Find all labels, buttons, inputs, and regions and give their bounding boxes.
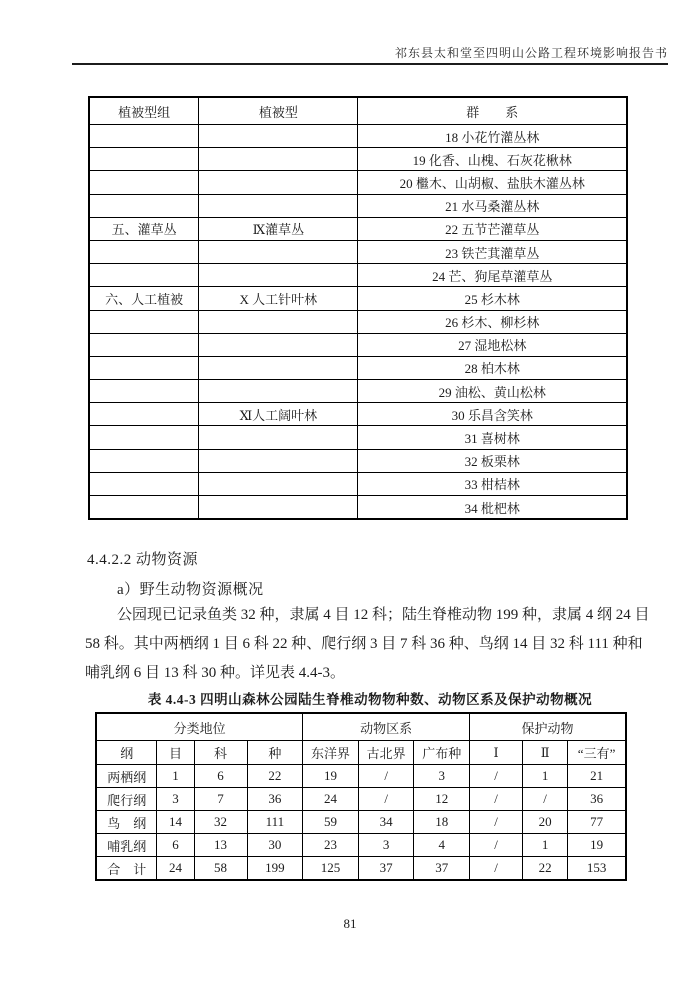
table-cell (89, 496, 199, 520)
group-column-header: 动物区系 (303, 713, 470, 741)
column-header: 古北界 (358, 741, 414, 765)
table-row (96, 765, 626, 788)
table-cell: 30 乐昌含笑林 (358, 403, 627, 426)
table-cell: 25 杉木林 (358, 287, 627, 310)
header-rule (72, 63, 668, 65)
table-row (89, 125, 627, 148)
table-cell: 24 (157, 857, 194, 881)
table-cell: 199 (247, 857, 303, 881)
table-cell: 爬行纲 (96, 788, 157, 811)
table-cell: 1 (523, 765, 568, 788)
table-row (89, 449, 627, 472)
table-cell: 合 计 (96, 857, 157, 881)
table-cell: 21 (568, 765, 626, 788)
table-cell: 28 柏木林 (358, 356, 627, 379)
table-cell (89, 240, 199, 263)
column-header: 种 (247, 741, 303, 765)
table-cell: Ⅺ人工阔叶林 (199, 403, 358, 426)
table-cell (199, 240, 358, 263)
column-header: 广布种 (414, 741, 470, 765)
table-cell (199, 496, 358, 520)
page-number: 81 (343, 916, 357, 931)
table-cell: 20 (523, 811, 568, 834)
table-cell: 14 (157, 811, 194, 834)
table-cell (199, 264, 358, 287)
table-cell: 34 (358, 811, 414, 834)
table-cell (199, 449, 358, 472)
table-cell (199, 426, 358, 449)
table-cell: 1 (523, 834, 568, 857)
table-cell: 22 (523, 857, 568, 881)
table-cell: / (470, 765, 523, 788)
table-cell: 18 (414, 811, 470, 834)
table-cell (199, 171, 358, 194)
table-cell: 7 (194, 788, 247, 811)
table-cell: 18 小花竹灌丛林 (358, 125, 627, 148)
table-cell: 22 (247, 765, 303, 788)
table-cell (199, 194, 358, 217)
table-cell (89, 449, 199, 472)
column-header: 目 (157, 741, 194, 765)
column-header: Ⅱ (523, 741, 568, 765)
table-cell (89, 264, 199, 287)
table-cell (89, 380, 199, 403)
table-cell (89, 194, 199, 217)
table-row (89, 148, 627, 171)
table-cell: 31 喜树林 (358, 426, 627, 449)
table-cell: 24 芒、狗尾草灌草丛 (358, 264, 627, 287)
table-cell: / (358, 765, 414, 788)
body-paragraph (85, 601, 650, 688)
group-column-header: 保护动物 (470, 713, 626, 741)
table-cell: 33 柑桔林 (358, 472, 627, 495)
table-group-header-row (96, 713, 626, 741)
table-header-row (89, 97, 627, 125)
table-cell: 两栖纲 (96, 765, 157, 788)
table-cell (199, 356, 358, 379)
table-row (89, 194, 627, 217)
table-cell: 19 (303, 765, 359, 788)
table-cell: 58 (194, 857, 247, 881)
table-cell: 77 (568, 811, 626, 834)
paragraph-line: 哺乳纲 6 目 13 科 30 种。详见表 4.4-3。 (85, 665, 345, 681)
column-header: Ⅰ (470, 741, 523, 765)
table-cell: 23 (303, 834, 359, 857)
table-cell: 21 水马桑灌丛林 (358, 194, 627, 217)
table-cell (89, 310, 199, 333)
table-row (89, 240, 627, 263)
table-cell: 37 (414, 857, 470, 881)
table-cell: 23 铁芒萁灌草丛 (358, 240, 627, 263)
animal-statistics-table (95, 712, 627, 881)
table-row (89, 496, 627, 520)
table-cell: 五、灌草丛 (89, 217, 199, 240)
table-cell (89, 171, 199, 194)
table-cell: 6 (194, 765, 247, 788)
table-cell: 4 (414, 834, 470, 857)
table-cell (89, 403, 199, 426)
column-header-formation: 群 系 (358, 97, 627, 125)
table-row (89, 472, 627, 495)
table-row (96, 811, 626, 834)
table-cell: 19 化香、山槐、石灰花楸林 (358, 148, 627, 171)
table-cell (199, 333, 358, 356)
table-cell: 34 枇杷林 (358, 496, 627, 520)
section-heading: 4.4.2.2 动物资源 (87, 552, 199, 568)
table-cell: 26 杉木、柳杉林 (358, 310, 627, 333)
table-cell: 1 (157, 765, 194, 788)
table-cell: 111 (247, 811, 303, 834)
table-row (96, 834, 626, 857)
table-cell: / (523, 788, 568, 811)
running-header: 祁东县太和堂至四明山公路工程环境影响报告书 (394, 46, 668, 60)
table-row (89, 310, 627, 333)
table-cell: 153 (568, 857, 626, 881)
column-header-vegetation-type-group: 植被型组 (89, 97, 199, 125)
table-row (89, 171, 627, 194)
table-row (96, 788, 626, 811)
table-cell: 27 湿地松林 (358, 333, 627, 356)
table-cell (89, 333, 199, 356)
table-header-row (96, 741, 626, 765)
table-row (96, 857, 626, 881)
table-cell: 哺乳纲 (96, 834, 157, 857)
table-cell (89, 125, 199, 148)
table-row (89, 403, 627, 426)
table-cell: X 人工针叶林 (199, 287, 358, 310)
table-cell: 3 (358, 834, 414, 857)
table-cell: 32 (194, 811, 247, 834)
table-cell (199, 472, 358, 495)
table-cell (199, 380, 358, 403)
table-cell (199, 125, 358, 148)
table-cell: / (470, 857, 523, 881)
table-cell: / (470, 834, 523, 857)
table-cell: 24 (303, 788, 359, 811)
column-header: 东洋界 (303, 741, 359, 765)
table-row (89, 264, 627, 287)
table-cell (89, 426, 199, 449)
table-cell: 36 (568, 788, 626, 811)
table-cell: 3 (414, 765, 470, 788)
table-cell: 6 (157, 834, 194, 857)
table-row (89, 356, 627, 379)
table-cell: / (358, 788, 414, 811)
section-subheading: a）野生动物资源概况 (117, 582, 264, 598)
table-cell: / (470, 811, 523, 834)
table-cell: 六、人工植被 (89, 287, 199, 310)
table-row (89, 380, 627, 403)
table-row (89, 426, 627, 449)
table-cell: 20 檵木、山胡椒、盐肤木灌丛林 (358, 171, 627, 194)
table-cell: 鸟 纲 (96, 811, 157, 834)
table-cell: 30 (247, 834, 303, 857)
table-caption: 表 4.4-3 四明山森林公园陆生脊椎动物物种数、动物区系及保护动物概况 (147, 692, 593, 707)
column-header: “三有” (568, 741, 626, 765)
table-cell: Ⅸ灌草丛 (199, 217, 358, 240)
table-row (89, 287, 627, 310)
table-cell: 37 (358, 857, 414, 881)
table-cell: 36 (247, 788, 303, 811)
table-cell: 3 (157, 788, 194, 811)
table-cell (199, 310, 358, 333)
table-cell: 13 (194, 834, 247, 857)
table-cell: 32 板栗林 (358, 449, 627, 472)
table-cell: / (470, 788, 523, 811)
column-header-vegetation-type: 植被型 (199, 97, 358, 125)
column-header: 科 (194, 741, 247, 765)
table-cell (89, 148, 199, 171)
table-row (89, 217, 627, 240)
table-cell (199, 148, 358, 171)
table-cell (89, 356, 199, 379)
table-cell: 19 (568, 834, 626, 857)
vegetation-table (88, 96, 628, 520)
table-cell: 12 (414, 788, 470, 811)
table-cell: 29 油松、黄山松林 (358, 380, 627, 403)
column-header: 纲 (96, 741, 157, 765)
table-row (89, 333, 627, 356)
paragraph-line: 58 科。其中两栖纲 1 目 6 科 22 种、爬行纲 3 目 7 科 36 种、鸟纲 14 目 32 科 111 种和 (85, 636, 643, 652)
table-cell (89, 472, 199, 495)
table-cell: 22 五节芒灌草丛 (358, 217, 627, 240)
table-cell: 125 (303, 857, 359, 881)
paragraph-line: 公园现已记录鱼类 32 种，隶属 4 目 12 科；陆生脊椎动物 199 种，隶属 4 纲 24 目 (117, 607, 650, 623)
table-cell: 59 (303, 811, 359, 834)
group-column-header: 分类地位 (96, 713, 303, 741)
